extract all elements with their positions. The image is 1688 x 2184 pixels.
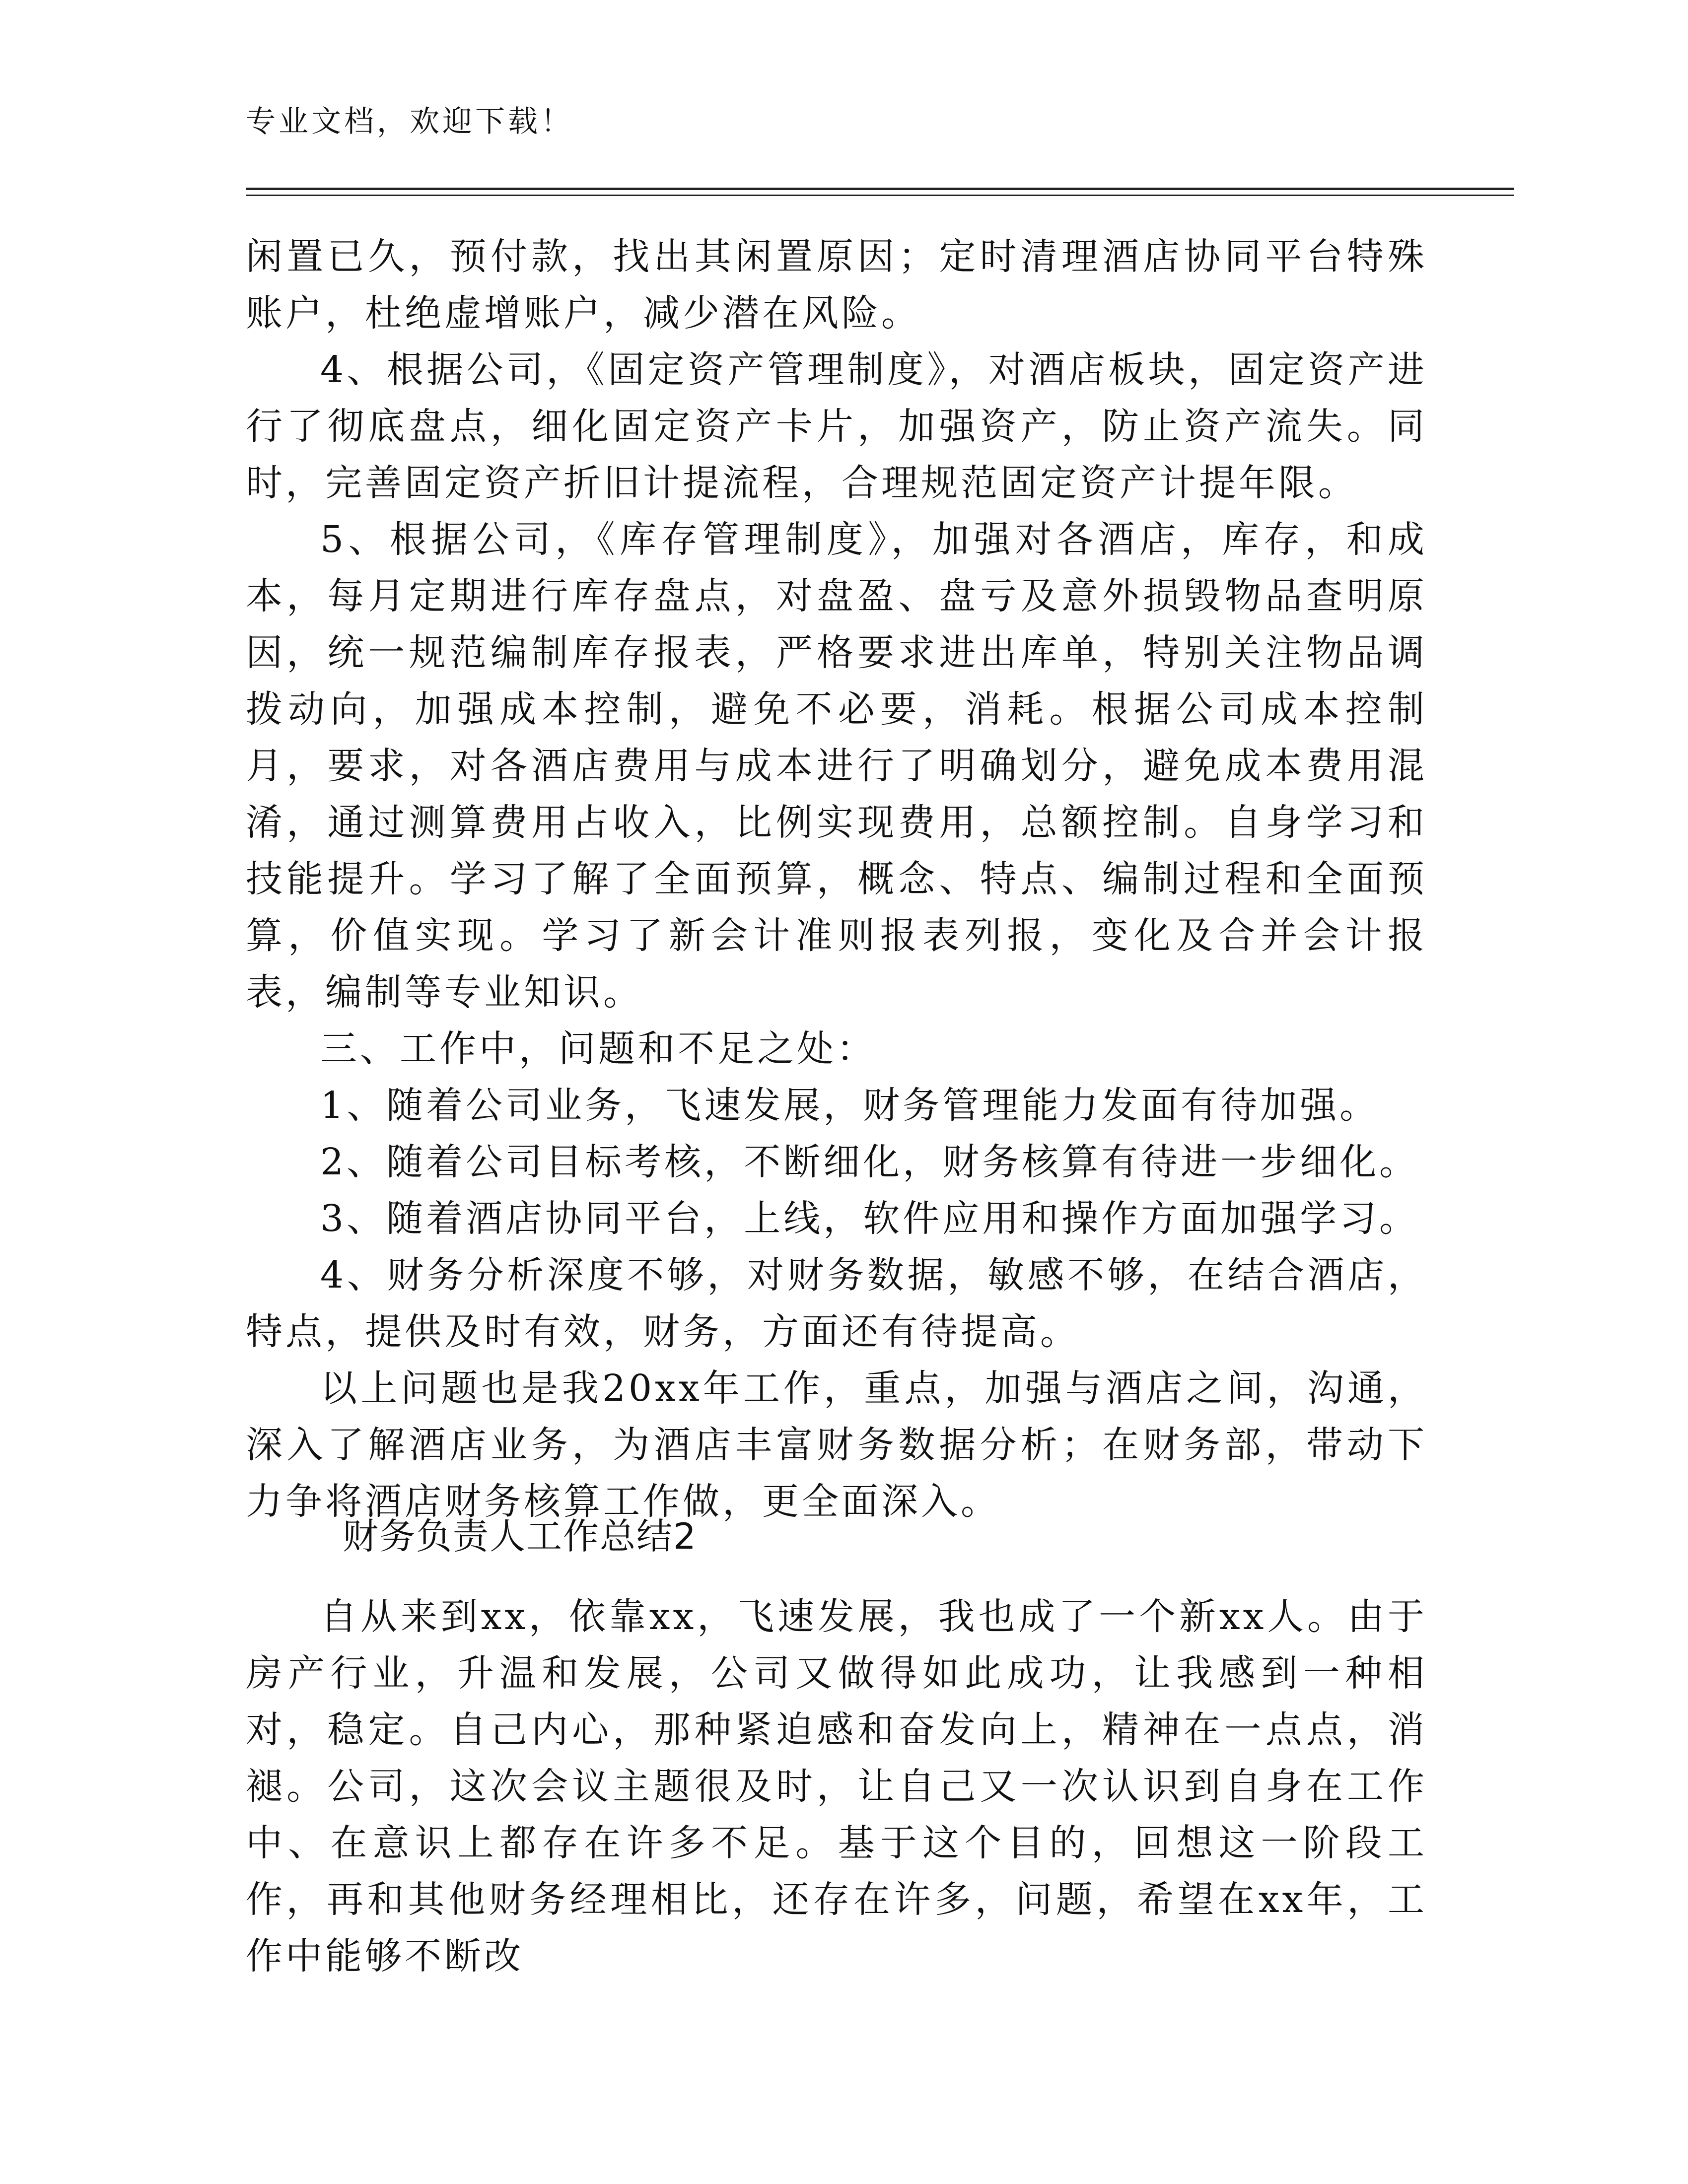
paragraph-continuation: 闲置已久，预付款，找出其闲置原因；定时清理酒店协同平台特殊账户，杜绝虚增账户，减少潜在风险。: [246, 235, 1427, 335]
paragraph-item-5: 5、根据公司，《库存管理制度》，加强对各酒店，库存，和成本，每月定期进行库存盘点，对盘盈、盘亏及意外损毁物品查明原因，统一规范编制库存报表，严格要求进出库单，特别关注物品调拨动向，加强成本控制，避免不必要，消耗。根据公司成本控制月，要求，对各酒店费用与成本进行了明确划分，避免成本费用混淆，通过测算费用占收入，比例实现费用，总额控制。自身学习和技能提升。学习了解了全面预算，概念、特点、编制过程和全面预算，价值实现。学习了新会计准则报表列报，变化及合并会计报表，编制等专业知识。: [246, 518, 1427, 1014]
section-paragraph-1: 自从来到xx，依靠xx，飞速发展，我也成了一个新xx人。由于房产行业，升温和发展，公司又做得如此成功，让我感到一种相对，稳定。自己内心，那种紧迫感和奋发向上，精神在一点点，消褪。公司，这次会议主题很及时，让自己又一次认识到自身在工作中、在意识上都存在许多不足。基于这个目的，回想这一阶段工作，再和其他财务经理相比，还存在许多，问题，希望在xx年，工作中能够不断改: [246, 1595, 1427, 1978]
section-body: [246, 1588, 1427, 1984]
header-rule-thin: [246, 195, 1514, 196]
header-rule-thick: [246, 188, 1514, 190]
issue-item-2: 2、随着公司目标考核，不断细化，财务核算有待进一步细化。: [320, 1141, 1419, 1183]
section-heading-issues: 三、工作中，问题和不足之处：: [320, 1027, 876, 1070]
paragraph-item-4: 4、根据公司，《固定资产管理制度》，对酒店板块，固定资产进行了彻底盘点，细化固定资产卡片，加强资产，防止资产流失。同时，完善固定资产折旧计提流程，合理规范固定资产计提年限。: [246, 348, 1427, 504]
paragraph-conclusion: 以上问题也是我20xx年工作，重点，加强与酒店之间，沟通，深入了解酒店业务，为酒店丰富财务数据分析；在财务部，带动下力争将酒店财务核算工作做，更全面深入。: [246, 1367, 1427, 1523]
section-title: 财务负责人工作总结2: [343, 1515, 697, 1557]
page-header-text: 专业文档，欢迎下载！: [246, 104, 573, 139]
issue-item-3: 3、随着酒店协同平台，上线，软件应用和操作方面加强学习。: [320, 1197, 1419, 1240]
issue-item-1: 1、随着公司业务，飞速发展，财务管理能力发面有待加强。: [320, 1084, 1380, 1127]
document-body: [246, 228, 1427, 1530]
issue-item-4: 4、财务分析深度不够，对财务数据，敏感不够，在结合酒店，特点，提供及时有效，财务，方面还有待提高。: [246, 1254, 1427, 1353]
